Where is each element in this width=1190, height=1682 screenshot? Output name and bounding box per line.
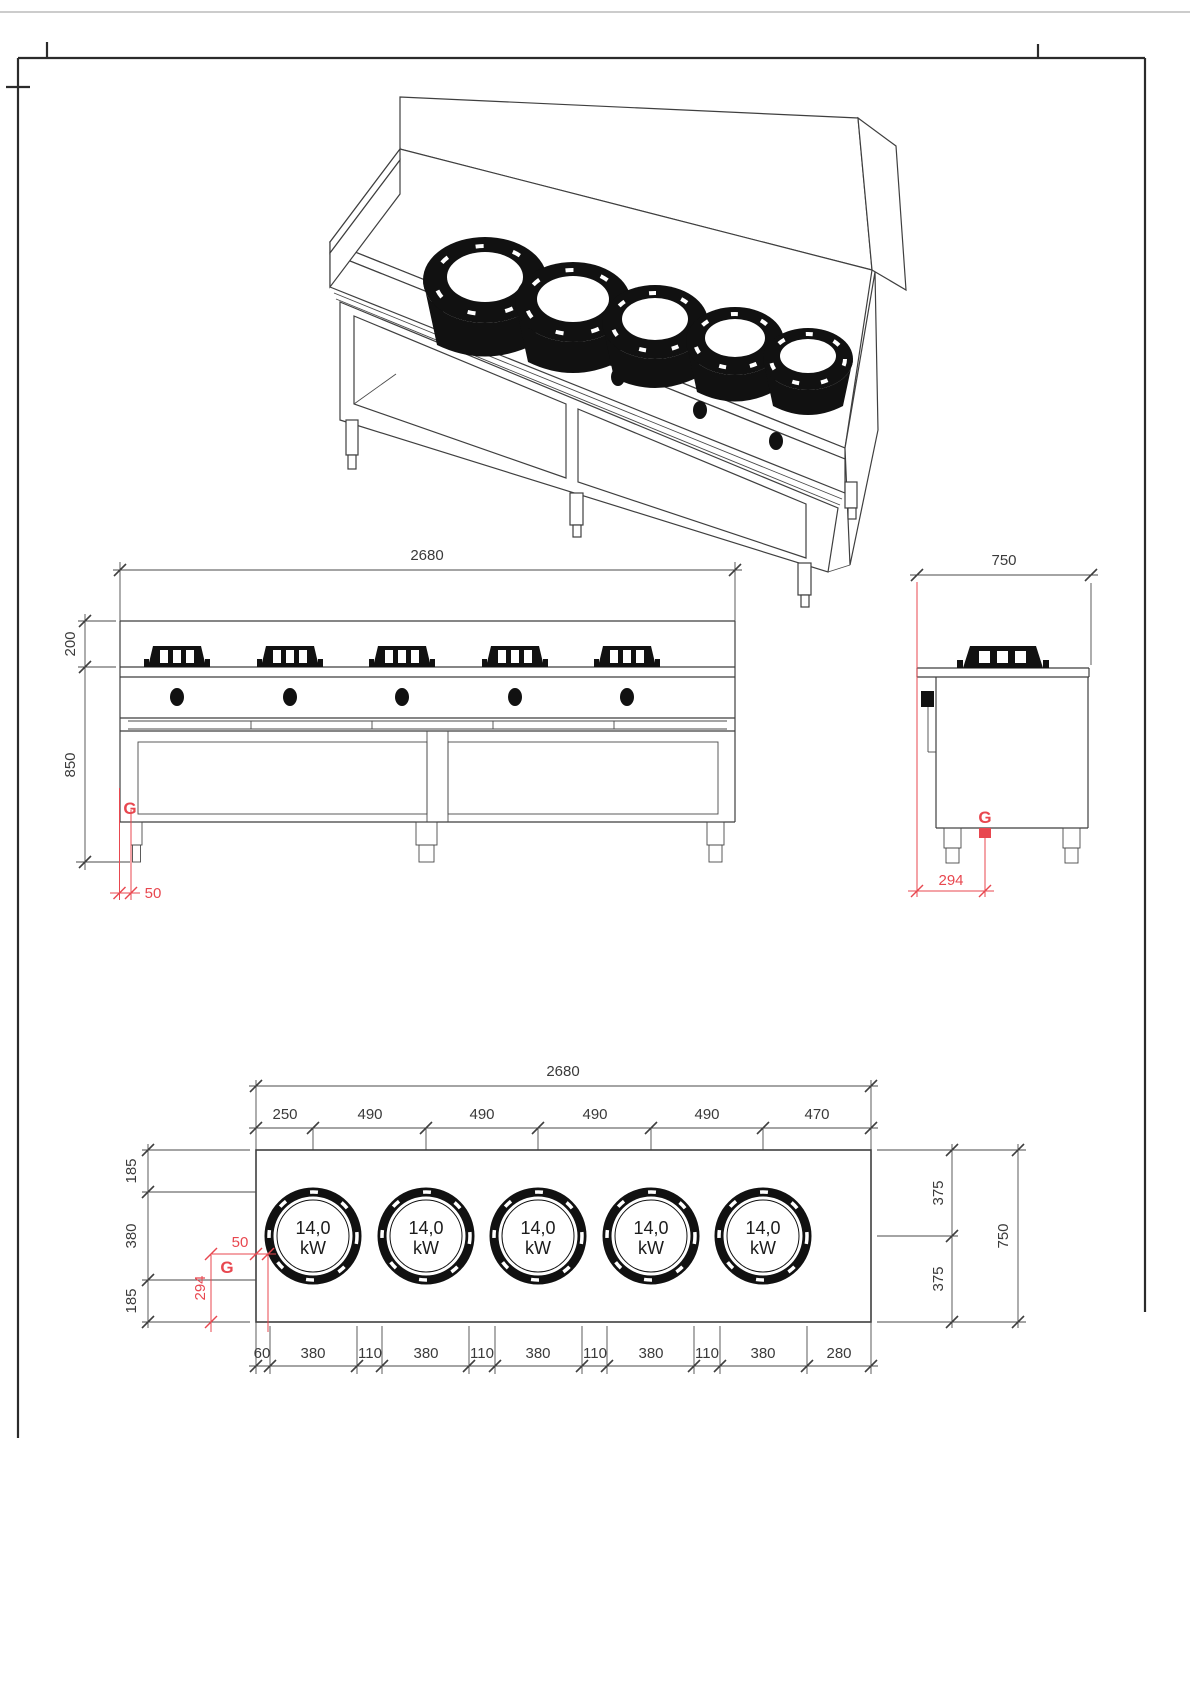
wok-ring: [763, 328, 853, 415]
plan-gas-offset-y-label: 294: [192, 1275, 209, 1301]
plan-top-seg: 490: [582, 1106, 608, 1123]
burner-grates-front: [144, 646, 660, 667]
front-hob-height-label: 200: [62, 631, 79, 657]
plan-bottom-seg: 60: [253, 1345, 271, 1362]
burner-unit-label: kW: [300, 1238, 326, 1258]
burner-power-label: 14,0: [520, 1218, 556, 1238]
plan-top-seg: 490: [694, 1106, 720, 1123]
legs-front: [131, 822, 724, 862]
burner-power-label: 14,0: [295, 1218, 331, 1238]
plan-left-seg: 185: [123, 1288, 140, 1314]
plan-view: [123, 1063, 1026, 1374]
front-gas-offset-label: 50: [144, 885, 162, 902]
side-view: [908, 552, 1098, 897]
plan-width-dimension: [249, 1063, 878, 1150]
plan-width-label: 2680: [546, 1063, 580, 1080]
plan-right-seg: 375: [930, 1180, 947, 1206]
plan-right-dimensions: [877, 1144, 1026, 1328]
isometric-view: [330, 97, 906, 607]
front-gas-label: G: [123, 799, 137, 818]
side-gas-annotation: [908, 582, 994, 897]
plan-bottom-seg: 380: [525, 1345, 551, 1362]
burner-unit-label: kW: [525, 1238, 551, 1258]
front-width-label: 2680: [410, 547, 444, 564]
front-width-dimension: [113, 547, 742, 621]
control-knobs-front: [170, 688, 634, 706]
plan-top-seg: 490: [469, 1106, 495, 1123]
plan-top-seg: 470: [804, 1106, 830, 1123]
plan-bottom-dimensions: [249, 1322, 878, 1374]
burner-unit-label: kW: [750, 1238, 776, 1258]
front-body-height-label: 850: [62, 752, 79, 778]
burner-power-label: 14,0: [408, 1218, 444, 1238]
burner-power-label: 14,0: [745, 1218, 781, 1238]
legs-side: [944, 828, 1080, 863]
plan-left-seg: 185: [123, 1158, 140, 1184]
control-knob-side: [921, 691, 936, 752]
plan-gas-offset-x-label: 50: [231, 1234, 249, 1251]
front-view: [62, 547, 742, 902]
plan-bottom-seg: 110: [358, 1345, 382, 1362]
plan-bottom-seg: 380: [413, 1345, 439, 1362]
plan-top-seg: 250: [272, 1106, 298, 1123]
side-depth-label: 750: [991, 552, 1017, 569]
plan-gas-label: G: [220, 1258, 234, 1277]
plan-bottom-seg: 380: [300, 1345, 326, 1362]
gas-connection-point: [979, 828, 991, 838]
plan-bottom-seg: 110: [470, 1345, 494, 1362]
plan-right-seg: 375: [930, 1266, 947, 1292]
plan-bottom-seg: 380: [750, 1345, 776, 1362]
plan-bottom-seg: 380: [638, 1345, 664, 1362]
burner-unit-label: kW: [638, 1238, 664, 1258]
plan-bottom-seg: 110: [583, 1345, 607, 1362]
plan-bottom-seg: 110: [695, 1345, 719, 1362]
cabinet-bay-left-front: [138, 742, 427, 814]
side-gas-label: G: [978, 808, 992, 827]
burner-grate-side: [957, 646, 1049, 668]
plan-depth-label: 750: [995, 1223, 1012, 1249]
side-gas-offset-label: 294: [938, 872, 964, 889]
plan-top-segment-dimensions: [249, 1106, 878, 1150]
cabinet-bay-right-front: [448, 742, 718, 814]
plan-left-seg: 380: [123, 1223, 140, 1249]
plan-bottom-seg: 280: [826, 1345, 852, 1362]
plan-top-seg: 490: [357, 1106, 383, 1123]
burner-unit-label: kW: [413, 1238, 439, 1258]
burner-power-label: 14,0: [633, 1218, 669, 1238]
